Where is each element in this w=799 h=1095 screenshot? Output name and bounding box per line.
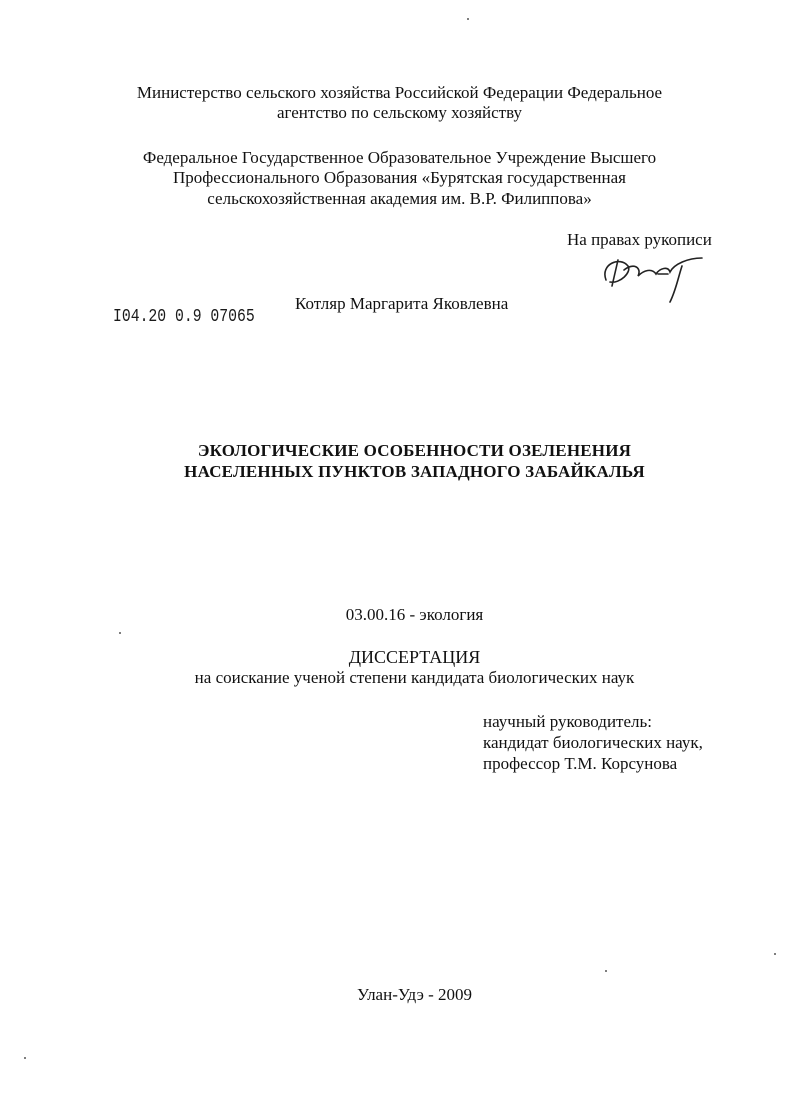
scan-speck <box>467 18 469 20</box>
institution-line-2: Профессионального Образования «Бурятская государственная <box>173 168 626 187</box>
institution-line-3: сельскохозяйственная академия им. В.Р. Филиппова» <box>207 189 592 208</box>
dissertation-title-line-2: НАСЕЛЕННЫХ ПУНКТОВ ЗАПАДНОГО ЗАБАЙКАЛЬЯ <box>184 462 645 481</box>
manuscript-note: На правах рукописи <box>567 230 712 249</box>
supervisor-name: профессор Т.М. Корсунова <box>483 754 678 773</box>
institution-line-1: Федеральное Государственное Образовательное Учреждение Высшего <box>142 148 657 167</box>
ministry-line-2: агентство по сельскому хозяйству <box>276 103 523 122</box>
supervisor-degree: кандидат биологических наук, <box>483 733 703 752</box>
scan-speck <box>119 632 121 634</box>
scan-speck <box>24 1057 26 1059</box>
scan-speck <box>605 970 607 972</box>
place-year: Улан-Удэ - 2009 <box>356 985 473 1004</box>
ministry-line-1: Министерство сельского хозяйства Российской Федерации Федеральное <box>136 83 663 102</box>
degree-line: на соискание ученой степени кандидата биологических наук <box>194 668 635 687</box>
handwritten-signature <box>598 250 708 306</box>
work-type: ДИССЕРТАЦИЯ <box>348 647 481 667</box>
dissertation-title-line-1: ЭКОЛОГИЧЕСКИЕ ОСОБЕННОСТИ ОЗЕЛЕНЕНИЯ <box>197 441 632 460</box>
supervisor-label: научный руководитель: <box>483 712 652 731</box>
author-name: Котляр Маргарита Яковлевна <box>295 294 509 313</box>
scan-speck <box>774 953 776 955</box>
registry-stamp: I04.20 0.9 07065 <box>113 307 255 327</box>
specialty-code: 03.00.16 - экология <box>345 605 484 624</box>
